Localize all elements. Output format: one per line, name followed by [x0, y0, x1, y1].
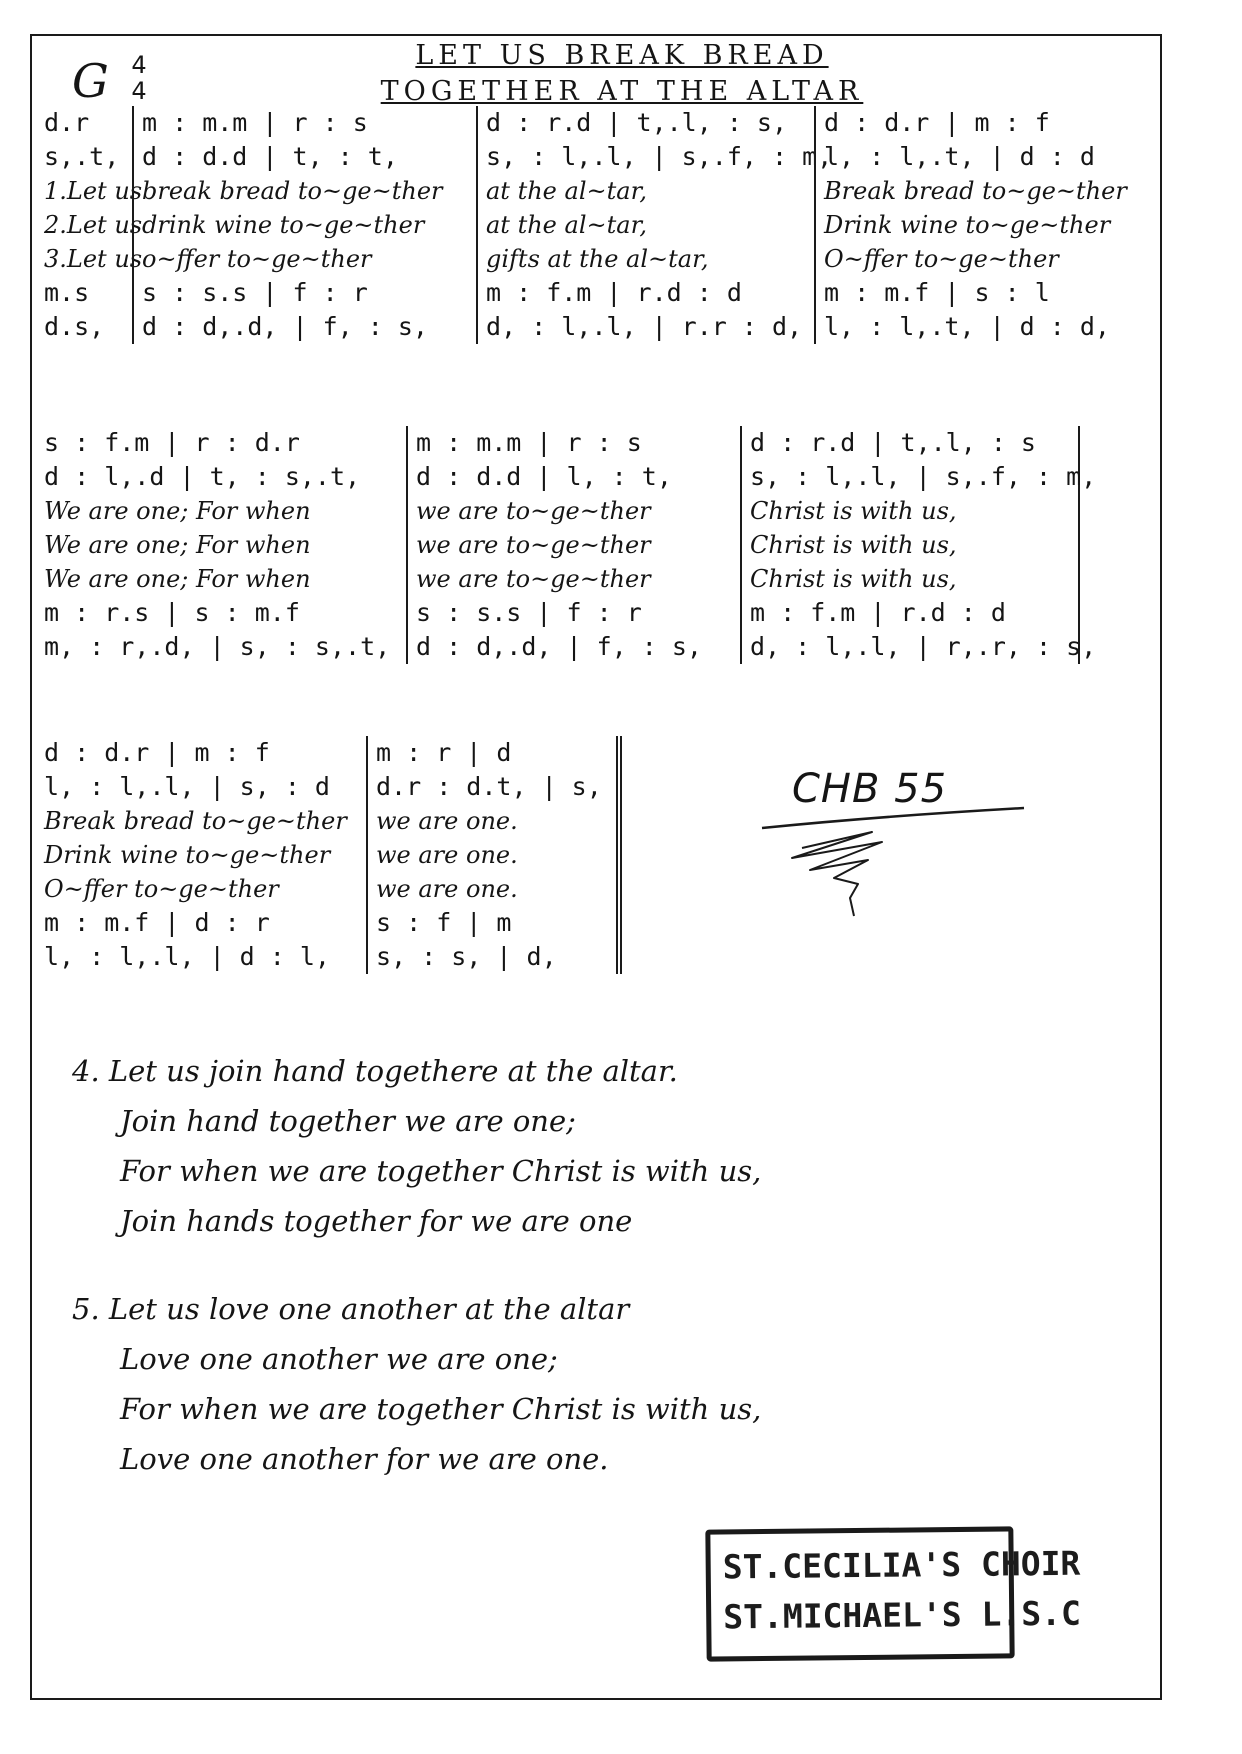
verse-line: 4. Let us join hand togethere at the altar. [72, 1054, 678, 1088]
lyric-verse-1: at the al~tar, [486, 177, 648, 205]
verse-5 [72, 1284, 972, 1484]
lyric-verse-1: 1.Let us [44, 177, 143, 205]
measure-3-1 [36, 736, 366, 974]
time-signature-bottom: 4 [131, 77, 147, 105]
bass-line: s, : s, | d, [376, 942, 557, 971]
alto-line: s, : l,.l, | s,.f, : m, [486, 142, 833, 171]
stamp-line-1: ST.CECILIA'S CHOIR [722, 1543, 1081, 1587]
soprano-line: d.r [44, 108, 90, 137]
verse-line: Join hand together we are one; [120, 1104, 576, 1138]
alto-line: d : d.d | t, : t, [142, 142, 398, 171]
bass-line: d.s, [44, 312, 105, 341]
bass-line: d : d,.d, | f, : s, [142, 312, 428, 341]
soprano-line: d : r.d | t,.l, : s [750, 428, 1036, 457]
measure-1-3 [476, 106, 833, 344]
lyric-verse-2: we are one. [376, 841, 518, 869]
lyric-verse-3: 3.Let us [44, 245, 143, 273]
title-line-1: LET US BREAK BREAD [415, 40, 829, 71]
key-letter: G [72, 54, 109, 108]
lyric-verse-3: We are one; For when [44, 565, 311, 593]
verse-line: Join hands together for we are one [120, 1204, 633, 1238]
measure-1-4 [814, 106, 1144, 344]
soprano-line: m : r | d [376, 738, 512, 767]
music-system-2 [36, 426, 1097, 664]
alto-line: s,.t, [44, 142, 120, 171]
tenor-line: m.s [44, 278, 90, 307]
lyric-verse-1: break bread to~ge~ther [142, 177, 443, 205]
lyric-verse-2: 2.Let us [44, 211, 143, 239]
measure-3-2 [366, 736, 622, 974]
measure-1-1 [36, 106, 143, 344]
lyric-verse-2: Drink wine to~ge~ther [44, 841, 331, 869]
lyric-verse-1: we are to~ge~ther [416, 497, 651, 525]
soprano-line: d : d.r | m : f [44, 738, 270, 767]
lyric-verse-2: We are one; For when [44, 531, 311, 559]
measure-2-3 [740, 426, 1097, 664]
alto-line: d.r : d.t, | s, [376, 772, 602, 801]
verse-line: For when we are together Christ is with us, [120, 1154, 762, 1188]
lyric-verse-2: drink wine to~ge~ther [142, 211, 425, 239]
lyric-verse-2: we are to~ge~ther [416, 531, 651, 559]
verse-4 [72, 1046, 972, 1246]
tenor-line: s : s.s | f : r [142, 278, 368, 307]
song-title [362, 38, 882, 110]
lyric-verse-1: Christ is with us, [750, 497, 957, 525]
measure-2-2 [406, 426, 740, 664]
lyric-verse-2: Christ is with us, [750, 531, 957, 559]
tenor-line: m : m.f | d : r [44, 908, 270, 937]
signature-scribble-icon [762, 766, 1042, 916]
verse-line: Love one another we are one; [120, 1342, 558, 1376]
lyric-verse-3: O~ffer to~ge~ther [824, 245, 1059, 273]
lyric-verse-3: O~ffer to~ge~ther [44, 875, 279, 903]
time-signature-top: 4 [131, 51, 147, 79]
bass-line: l, : l,.t, | d : d, [824, 312, 1110, 341]
bass-line: d, : l,.l, | r,.r, : s, [750, 632, 1097, 661]
lyric-verse-3: gifts at the al~tar, [486, 245, 709, 273]
alto-line: l, : l,.l, | s, : d [44, 772, 330, 801]
bass-line: d : d,.d, | f, : s, [416, 632, 702, 661]
verse-line: 5. Let us love one another at the altar [72, 1292, 630, 1326]
music-sheet [30, 34, 1162, 1700]
measure-1-2 [132, 106, 476, 344]
lyric-verse-3: o~ffer to~ge~ther [142, 245, 372, 273]
soprano-line: m : m.m | r : s [142, 108, 368, 137]
alto-line: d : l,.d | t, : s,.t, [44, 462, 361, 491]
additional-verses [72, 1046, 972, 1522]
bass-line: l, : l,.l, | d : l, [44, 942, 330, 971]
soprano-line: d : r.d | t,.l, : s, [486, 108, 788, 137]
tenor-line: m : m.f | s : l [824, 278, 1050, 307]
choir-stamp [705, 1526, 1082, 1661]
bass-line: d, : l,.l, | r.r : d, [486, 312, 803, 341]
alto-line: d : d.d | l, : t, [416, 462, 672, 491]
bass-line: m, : r,.d, | s, : s,.t, [44, 632, 391, 661]
stamp-line-2: ST.MICHAEL'S L.S.C [723, 1593, 1082, 1637]
lyric-verse-2: at the al~tar, [486, 211, 648, 239]
music-system-1 [36, 106, 1144, 344]
catalogue-number: CHB 55 [792, 766, 948, 812]
soprano-line: m : m.m | r : s [416, 428, 642, 457]
lyric-verse-1: we are one. [376, 807, 518, 835]
lyric-verse-3: Christ is with us, [750, 565, 957, 593]
tenor-line: m : f.m | r.d : d [750, 598, 1006, 627]
lyric-verse-3: we are one. [376, 875, 518, 903]
lyric-verse-3: we are to~ge~ther [416, 565, 651, 593]
catalogue-mark [762, 766, 1042, 916]
time-signature [124, 52, 154, 104]
tenor-line: s : s.s | f : r [416, 598, 642, 627]
alto-line: s, : l,.l, | s,.f, : m, [750, 462, 1097, 491]
title-line-2: TOGETHER AT THE ALTAR [380, 76, 864, 107]
tenor-line: m : f.m | r.d : d [486, 278, 742, 307]
soprano-line: d : d.r | m : f [824, 108, 1050, 137]
lyric-verse-2: Drink wine to~ge~ther [824, 211, 1111, 239]
lyric-verse-1: We are one; For when [44, 497, 311, 525]
soprano-line: s : f.m | r : d.r [44, 428, 300, 457]
verse-line: For when we are together Christ is with us, [120, 1392, 762, 1426]
measure-2-1 [36, 426, 406, 664]
music-system-3 [36, 736, 622, 974]
tenor-line: s : f | m [376, 908, 512, 937]
alto-line: l, : l,.t, | d : d [824, 142, 1095, 171]
lyric-verse-1: Break bread to~ge~ther [44, 807, 347, 835]
verse-line: Love one another for we are one. [120, 1442, 609, 1476]
tenor-line: m : r.s | s : m.f [44, 598, 300, 627]
lyric-verse-1: Break bread to~ge~ther [824, 177, 1127, 205]
